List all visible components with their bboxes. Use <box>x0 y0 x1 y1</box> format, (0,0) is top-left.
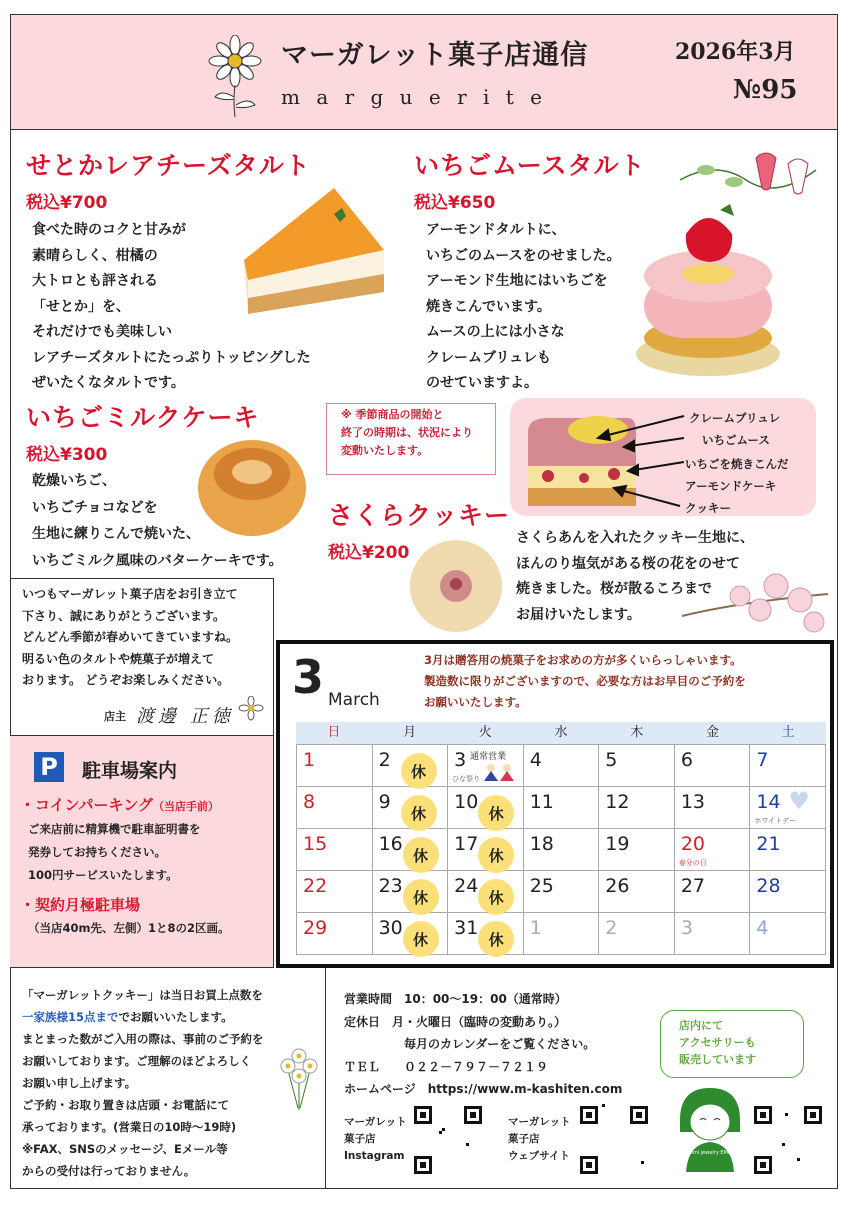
calendar-day-number: 20 <box>680 833 705 855</box>
calendar-day-number: 4 <box>756 917 769 939</box>
calendar-grid <box>296 744 826 955</box>
calendar-day-number: 25 <box>529 875 554 897</box>
calendar-day-number: 16 <box>378 833 403 855</box>
calendar-day-cell <box>523 745 599 787</box>
calendar-day-number: 1 <box>303 749 316 771</box>
calendar-day-cell <box>750 745 826 787</box>
calendar-week <box>297 745 826 787</box>
calendar-week <box>297 787 826 829</box>
issue-number: №95 <box>733 75 798 105</box>
calendar-day-cell <box>297 829 373 871</box>
calendar-day-cell <box>523 871 599 913</box>
calendar-day-number: 15 <box>303 833 328 855</box>
calendar-day-cell <box>372 913 448 955</box>
calendar-day-cell <box>297 787 373 829</box>
heart-icon: ♥ <box>788 787 810 815</box>
setoka-tart-image <box>234 180 394 330</box>
small-daisy-icon <box>238 696 264 726</box>
sakura-cookie-image <box>408 538 504 634</box>
calendar-day-number: 10 <box>454 791 479 813</box>
qr-label-instagram: マーガレット 菓子店 Instagram <box>344 1116 407 1162</box>
calendar-day-number: 13 <box>680 791 705 813</box>
emme-mascot-icon <box>670 1080 750 1172</box>
closed-day-badge: 休 <box>478 879 514 915</box>
parking-title: 駐車場案内 <box>82 760 178 782</box>
calendar-day-cell <box>448 745 524 787</box>
calendar-day-number: 3 <box>680 917 693 939</box>
ichigo-mousse-tart-image <box>624 204 794 384</box>
product-price-ichigo-mousse: 税込¥650 <box>414 193 496 213</box>
calendar-day-cell <box>448 787 524 829</box>
product-price-ichigo-milk: 税込¥300 <box>26 445 108 465</box>
closed-day-badge: 休 <box>403 879 439 915</box>
calendar-day-cell <box>372 745 448 787</box>
daisy-bouquet-icon <box>274 1046 324 1112</box>
qr-code-website[interactable] <box>578 1104 650 1176</box>
product-desc-ichigo-mousse: アーモンドタルトに、 いちごのムースをのせました。 アーモンド生地にはいちごを 焼きこんでいます。 ムースの上には小さな クレームブリュレも のせていますよ。 <box>426 222 621 391</box>
calendar-day-cell <box>599 871 675 913</box>
calendar-event-label: 春分の日 <box>678 859 707 867</box>
qr-code-instagram[interactable] <box>412 1104 484 1176</box>
calendar-day-number: 22 <box>303 875 328 897</box>
product-name-sakura: さくらクッキー <box>328 501 511 530</box>
closed-day-badge: 休 <box>478 921 514 957</box>
calendar-day-cell <box>523 913 599 955</box>
calendar-day-cell <box>372 871 448 913</box>
product-desc-ichigo-milk: 乾燥いちご、 いちごチョコなどを 生地に練りこんで焼いた、 いちごミルク風味のバターケーキです。 <box>32 473 283 569</box>
newsletter-subtitle: m a r g u e r i t e <box>281 85 548 109</box>
qr-label-website: マーガレット 菓子店 ウェブサイト <box>508 1116 571 1162</box>
owner-signature: 渡邊 正徳 <box>136 706 234 727</box>
calendar-day-cell <box>448 829 524 871</box>
calendar-day-number: 28 <box>756 875 781 897</box>
ichigo-milk-cake-image <box>196 436 308 538</box>
calendar-day-cell <box>674 871 750 913</box>
qr-code-accessory[interactable] <box>752 1104 824 1176</box>
calendar-day-cell <box>674 745 750 787</box>
calendar-day-cell <box>297 913 373 955</box>
calendar-day-cell <box>599 745 675 787</box>
coin-parking-title: ・コインパーキング（当店手前） <box>20 796 220 814</box>
calendar-day-cell <box>750 829 826 871</box>
calendar-day-cell <box>599 829 675 871</box>
product-name-ichigo-milk: いちごミルクケーキ <box>26 403 260 432</box>
calendar-day-cell <box>297 745 373 787</box>
calendar-event-label: ホワイトデー <box>754 817 797 825</box>
calendar-day-number: 3 <box>454 749 467 771</box>
product-desc-sakura: さくらあんを入れたクッキー生地に、 ほんのり塩気がある桜の花をのせて 焼きました。桜が散るころまで お届けいたします。 <box>516 530 754 623</box>
product-name-ichigo-mousse: いちごムースタルト <box>414 151 646 180</box>
sakura-branch-icon <box>680 566 830 642</box>
calendar-day-number: 31 <box>454 917 479 939</box>
calendar-day-cell <box>674 829 750 871</box>
calendar-day-cell <box>448 871 524 913</box>
header <box>10 14 838 130</box>
calendar-day-number: 27 <box>680 875 705 897</box>
product-name-setoka: せとかレアチーズタルト <box>26 151 311 180</box>
monthly-parking-title: ・契約月極駐車場 <box>20 896 141 914</box>
calendar-week <box>297 913 826 955</box>
calendar-day-cell <box>297 871 373 913</box>
calendar-day-cell <box>599 787 675 829</box>
calendar-day-number: 2 <box>605 917 618 939</box>
closed-day-badge: 休 <box>478 837 514 873</box>
closed-day-badge: 休 <box>478 795 514 831</box>
closed-day-badge: 休 <box>401 795 437 831</box>
calendar-note: 通常営業 <box>470 752 507 762</box>
calendar-day-number: 1 <box>529 917 542 939</box>
accessory-speech-bubble: 店内にて アクセサリーも 販売しています <box>660 1010 804 1078</box>
shop-info: 営業時間 10：00～19：00（通常時） 定休日 月・火曜日（臨時の変動あり。） 毎月のカレンダーをご覧ください。 ＴＥＬ ０２２－７９７－７２１９ ホームページ https://www.m-kashiten.com <box>344 992 623 1096</box>
calendar-day-number: 2 <box>378 749 391 771</box>
calendar-month-number: 3 <box>292 650 325 704</box>
product-desc-setoka: 食べた時のコクと甘みが 素晴らしく、柑橘の 大トロとも評される 「せとか」を、 それだけでも美味しい レアチーズタルトにたっぷりトッピングした ぜいたくなタルトです。 <box>32 222 311 391</box>
calendar-day-cell <box>448 913 524 955</box>
calendar-day-cell <box>750 871 826 913</box>
hina-dolls-icon <box>482 763 516 781</box>
calendar-day-cell <box>674 913 750 955</box>
calendar-day-number: 23 <box>378 875 403 897</box>
calendar-day-number: 8 <box>303 791 316 813</box>
calendar-day-cell <box>750 913 826 955</box>
calendar-day-number: 24 <box>454 875 479 897</box>
newsletter-title: マーガレット菓子店通信 <box>281 40 589 71</box>
calendar-day-cell <box>372 787 448 829</box>
coin-parking-desc: ご来店前に精算機で駐車証明書を 発券してお持ちください。 100円サービスいたします。 <box>28 822 201 882</box>
greeting-text: いつもマーガレット菓子店をお引き立て 下さり、誠にありがとうございます。 どんどん季節が春めいてきていますね。 明るい色のタルトや焼菓子が増えて おります。 どうぞお楽しみください。 <box>22 587 239 687</box>
calendar-notice: 3月は贈答用の焼菓子をお求めの方が多くいらっしゃいます。 製造数に限りがございますので、必要な方はお早目のご予約を お願いいたします。 <box>424 653 746 709</box>
calendar-day-number: 21 <box>756 833 781 855</box>
calendar-month-name: March <box>328 690 380 710</box>
calendar-day-number: 30 <box>378 917 403 939</box>
calendar-event-label: ひな祭り <box>452 775 481 783</box>
calendar-day-cell <box>523 829 599 871</box>
daisy-icon <box>207 35 263 119</box>
calendar-day-number: 4 <box>529 749 542 771</box>
closed-day-badge: 休 <box>403 921 439 957</box>
calendar-day-number: 7 <box>756 749 769 771</box>
calendar-day-number: 11 <box>529 791 554 813</box>
seasonal-note: ※ 季節商品の開始と 終了の時期は、状況により 変動いたします。 <box>326 403 496 475</box>
calendar-weekday-header: 日 月 火 水 木 金 土 <box>296 722 826 744</box>
owner-label: 店主 <box>104 710 126 723</box>
calendar-day-cell <box>750 787 826 829</box>
product-price-setoka: 税込¥700 <box>26 193 108 213</box>
closed-day-badge: 休 <box>403 837 439 873</box>
issue-date: 2026年3月 <box>675 39 796 65</box>
calendar-week <box>297 829 826 871</box>
calendar-day-number: 29 <box>303 917 328 939</box>
calendar-day-number: 5 <box>605 749 618 771</box>
calendar-day-number: 12 <box>605 791 630 813</box>
calendar-day-number: 17 <box>454 833 479 855</box>
strawberry-decoration-icon <box>676 140 826 204</box>
calendar-day-cell <box>674 787 750 829</box>
product-price-sakura: 税込¥200 <box>328 543 410 563</box>
calendar-day-number: 26 <box>605 875 630 897</box>
diagram-arrows <box>590 410 690 514</box>
calendar-day-cell <box>372 829 448 871</box>
calendar-week <box>297 871 826 913</box>
calendar-day-number: 18 <box>529 833 554 855</box>
cookie-notice-text: 「マーガレットクッキー」は当日お買上点数を 一家族様15点まででお願いいたします。 まとまった数がご入用の際は、事前のご予約を お願いしております。ご理解のほどよろしく お願い申し上げます。 ご予約・お取り置きは店頭・お電話にて 承っております。(営業日の10時～19時) ※FAX、SNSのメッセージ、Eメール等 からの受付は行っておりません。 <box>22 988 264 1178</box>
calendar-day-number: 9 <box>378 791 391 813</box>
monthly-parking-desc: （当店40m先、左側）1と8の2区画。 <box>28 921 230 935</box>
calendar-day-number: 6 <box>680 749 693 771</box>
accessory-brand: mimi jewelry EMMe <box>686 1150 736 1156</box>
calendar-day-cell <box>523 787 599 829</box>
calendar-day-number: 14 <box>756 791 781 813</box>
parking-icon: P <box>34 752 64 782</box>
calendar-day-number: 19 <box>605 833 630 855</box>
closed-day-badge: 休 <box>401 753 437 789</box>
calendar-day-cell <box>599 913 675 955</box>
